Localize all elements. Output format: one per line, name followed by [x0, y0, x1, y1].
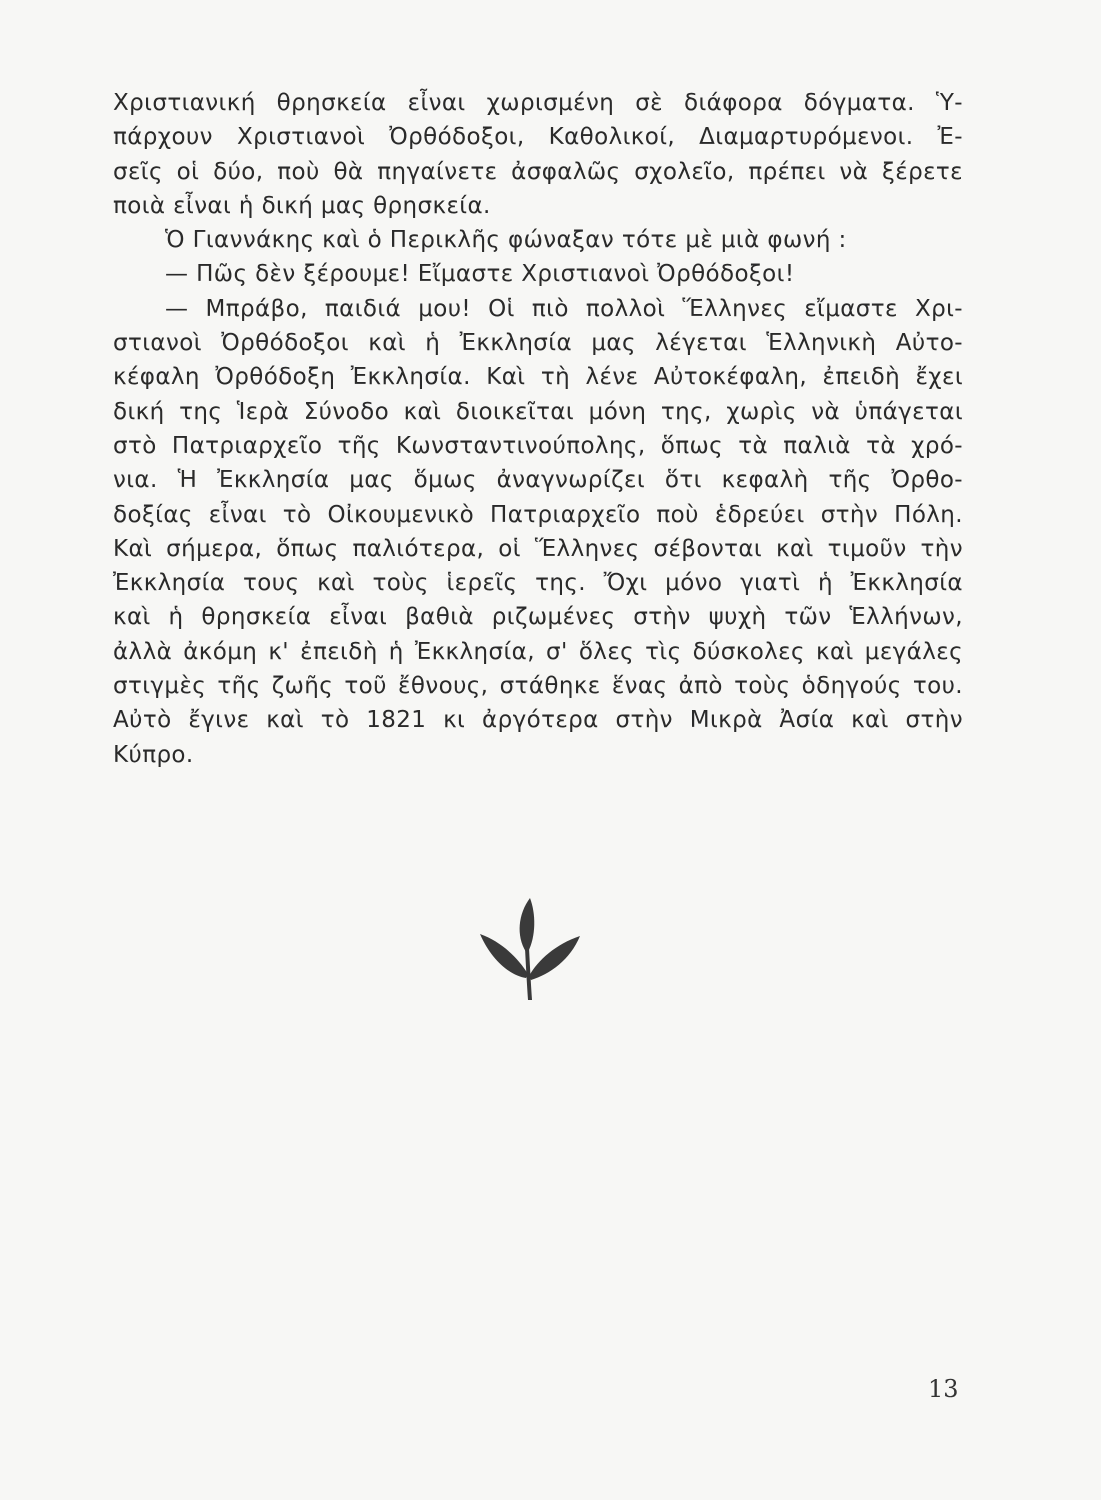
text-line: δική της Ἱερὰ Σύνοδο καὶ διοικεῖται μόνη της, χωρὶς νὰ ὑπάγεται — [113, 398, 963, 425]
text-line: καὶ ἡ θρησκεία εἶναι βαθιὰ ριζωμένες στὴν ψυχὴ τῶν Ἑλλήνων, — [113, 604, 963, 631]
text-line: νια. Ἡ Ἐκκλησία μας ὅμως ἀναγνωρίζει ὅτι κεφαλὴ τῆς Ὀρθο- — [113, 467, 963, 494]
text-line: — Πῶς δὲν ξέρουμε! Εἴμαστε Χριστιανοὶ Ὀρθόδοξοι! — [165, 261, 795, 288]
body-text — [113, 86, 963, 772]
text-line: — Μπράβο, παιδιά μου! Οἱ πιὸ πολλοὶ Ἕλληνες εἴμαστε Χρι- — [165, 295, 963, 322]
text-line: στιγμὲς τῆς ζωῆς τοῦ ἔθνους, στάθηκε ἕνας ἀπὸ τοὺς ὁδηγούς του. — [113, 673, 963, 700]
text-line: Αὐτὸ ἔγινε καὶ τὸ 1821 κι ἀργότερα στὴν Μικρὰ Ἀσία καὶ στὴν — [113, 707, 963, 734]
text-line: ἀλλὰ ἀκόμη κ' ἐπειδὴ ἡ Ἐκκλησία, σ' ὅλες τὶς δύσκολες καὶ μεγάλες — [113, 638, 963, 665]
text-line: σεῖς οἱ δύο, ποὺ θὰ πηγαίνετε ἀσφαλῶς σχολεῖο, πρέπει νὰ ξέρετε — [113, 158, 963, 185]
page-number: 13 — [928, 1375, 959, 1403]
text-line: στιανοὶ Ὀρθόδοξοι καὶ ἡ Ἐκκλησία μας λέγεται Ἑλληνικὴ Αὐτο- — [113, 330, 963, 357]
text-line: Κύπρο. — [113, 741, 194, 768]
text-line: δοξίας εἶναι τὸ Οἰκουμενικὸ Πατριαρχεῖο ποὺ ἑδρεύει στὴν Πόλη. — [113, 501, 963, 528]
text-line: Ὁ Γιαννάκης καὶ ὁ Περικλῆς φώναξαν τότε μὲ μιὰ φωνή : — [165, 227, 847, 254]
leaf-sprig-icon — [478, 896, 582, 1004]
text-line: ποιὰ εἶναι ἡ δική μας θρησκεία. — [113, 192, 491, 219]
text-line: πάρχουν Χριστιανοὶ Ὀρθόδοξοι, Καθολικοί, Διαμαρτυρόμενοι. Ἐ- — [113, 124, 963, 151]
text-line: Καὶ σήμερα, ὅπως παλιότερα, οἱ Ἕλληνες σέβονται καὶ τιμοῦν τὴν — [113, 535, 963, 562]
text-line: Ἐκκλησία τους καὶ τοὺς ἱερεῖς της. Ὄχι μόνο γιατὶ ἡ Ἐκκλησία — [113, 570, 963, 597]
text-line: στὸ Πατριαρχεῖο τῆς Κωνσταντινούπολης, ὅπως τὰ παλιὰ τὰ χρό- — [113, 432, 963, 459]
text-line: Χριστιανική θρησκεία εἶναι χωρισμένη σὲ διάφορα δόγματα. Ὑ- — [113, 90, 963, 116]
text-line: κέφαλη Ὀρθόδοξη Ἐκκλησία. Καὶ τὴ λένε Αὐτοκέφαλη, ἐπειδὴ ἔχει — [113, 364, 963, 391]
